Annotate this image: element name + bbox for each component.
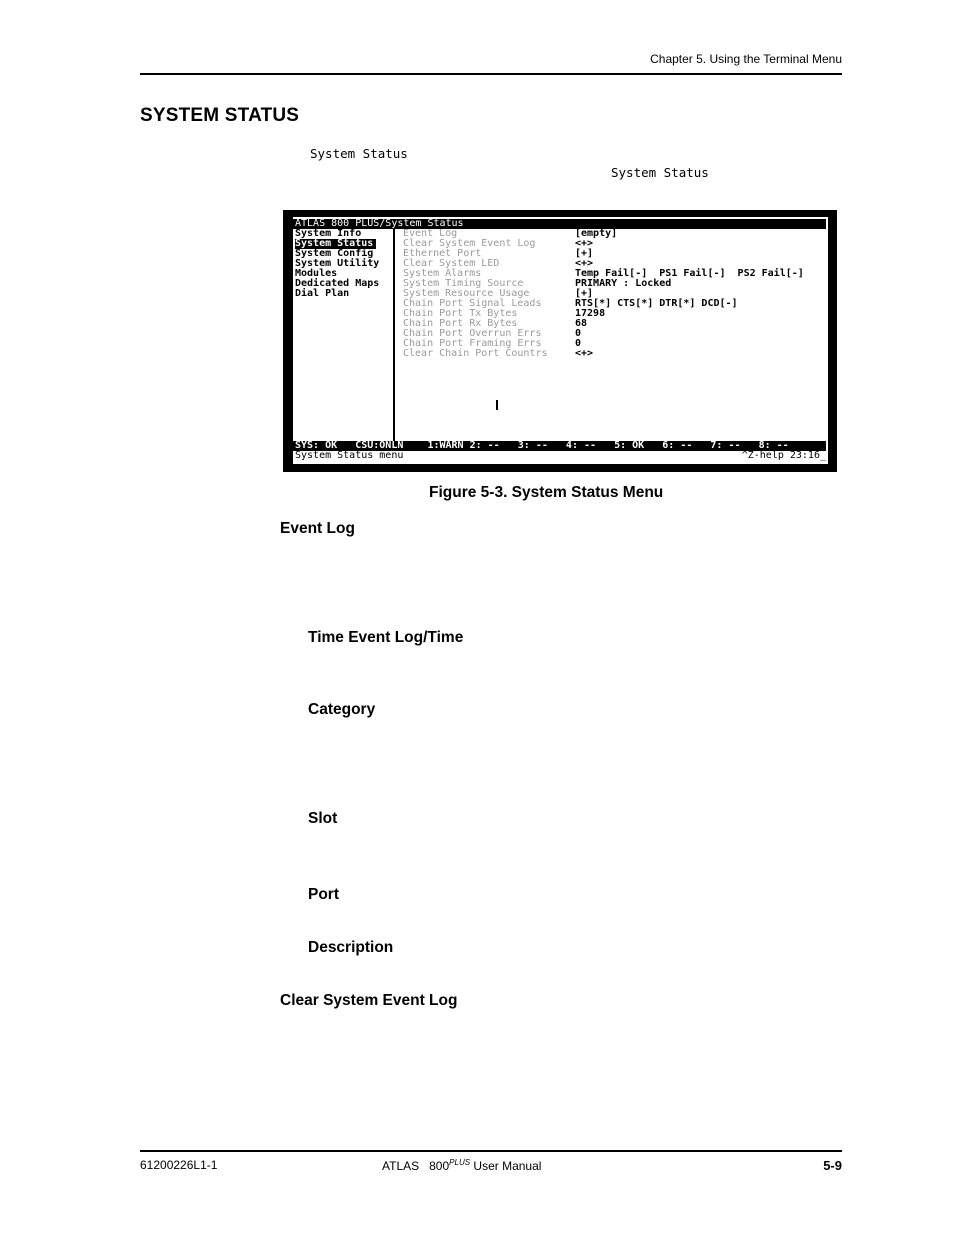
field-value-chain-port-overrun-errs: 0 <box>575 328 582 339</box>
field-label-chain-port-framing-errs[interactable]: Chain Port Framing Errs <box>403 338 542 349</box>
field-label-event-log[interactable]: Event Log <box>403 228 458 239</box>
menu-item-system-utility[interactable]: System Utility <box>295 258 380 269</box>
heading-event-log: Event Log <box>280 520 355 537</box>
field-label-system-alarms[interactable]: System Alarms <box>403 268 482 279</box>
field-value-event-log[interactable]: [empty] <box>575 228 618 239</box>
figure-caption: Figure 5-3. System Status Menu <box>429 484 664 501</box>
heading-description: Description <box>308 939 394 956</box>
heading-slot: Slot <box>308 810 338 827</box>
field-label-chain-port-overrun-errs[interactable]: Chain Port Overrun Errs <box>403 328 542 339</box>
terminal-screen <box>293 217 828 464</box>
footer-page-number: 5-9 <box>823 1158 842 1173</box>
menu-item-system-config[interactable]: System Config <box>295 248 374 259</box>
footer-manual-prefix: ATLAS 800 <box>382 1159 450 1173</box>
field-label-clear-system-event-log[interactable]: Clear System Event Log <box>403 238 536 249</box>
field-label-ethernet-port[interactable]: Ethernet Port <box>403 248 482 259</box>
field-value-clear-system-event-log[interactable]: <+> <box>575 238 594 249</box>
heading-time: Time Event Log/Time <box>308 629 464 646</box>
field-label-chain-port-signal-leads[interactable]: Chain Port Signal Leads <box>403 298 542 309</box>
menu-item-dedicated-maps[interactable]: Dedicated Maps <box>295 278 380 289</box>
field-value-ethernet-port[interactable]: [+] <box>575 248 594 259</box>
heading-category: Category <box>308 701 376 718</box>
running-header: Chapter 5. Using the Terminal Menu <box>650 52 842 66</box>
terminal-titlebar <box>293 219 826 229</box>
field-value-chain-port-framing-errs: 0 <box>575 338 582 349</box>
menu-item-modules[interactable]: Modules <box>295 268 338 279</box>
footer-manual-suffix: User Manual <box>470 1159 542 1173</box>
menu-item-system-status[interactable]: System Status <box>295 239 376 249</box>
terminal-bottom-left: System Status menu <box>295 450 404 461</box>
field-label-clear-chain-port-countrs[interactable]: Clear Chain Port Countrs <box>403 348 548 359</box>
terminal-screenshot <box>283 210 837 472</box>
field-label-clear-system-led[interactable]: Clear System LED <box>403 258 500 269</box>
field-value-clear-chain-port-countrs[interactable]: <+> <box>575 348 594 359</box>
footer-doc-number: 61200226L1-1 <box>140 1158 218 1172</box>
footer-manual-title <box>382 1158 541 1173</box>
footer-rule <box>140 1150 842 1152</box>
field-label-system-timing-source[interactable]: System Timing Source <box>403 278 524 289</box>
header-rule <box>140 73 842 75</box>
field-label-chain-port-tx-bytes[interactable]: Chain Port Tx Bytes <box>403 308 518 319</box>
menu-divider <box>393 229 395 441</box>
menu-reference-1: System Status <box>310 146 408 161</box>
field-label-system-resource-usage[interactable]: System Resource Usage <box>403 288 530 299</box>
terminal-title: ATLAS 800 PLUS/System Status <box>295 218 464 229</box>
field-value-chain-port-rx-bytes: 68 <box>575 318 588 329</box>
status-bar-text: SYS: OK CSU:ONLN 1:WARN 2: -- 3: -- 4: -- 5: OK 6: -- 7: -- 8: -- <box>295 440 789 451</box>
field-value-chain-port-tx-bytes: 17298 <box>575 308 606 319</box>
field-value-system-alarms: Temp Fail[-] PS1 Fail[-] PS2 Fail[-] <box>575 268 804 279</box>
text-cursor <box>496 400 498 410</box>
heading-clear-system-event-log: Clear System Event Log <box>280 992 458 1009</box>
field-value-system-timing-source: PRIMARY : Locked <box>575 278 672 289</box>
menu-reference-2: System Status <box>611 165 709 180</box>
field-value-system-resource-usage[interactable]: [+] <box>575 288 594 299</box>
section-title: SYSTEM STATUS <box>140 105 300 126</box>
menu-item-system-info[interactable]: System Info <box>295 228 362 239</box>
field-value-chain-port-signal-leads: RTS[*] CTS[*] DTR[*] DCD[-] <box>575 298 738 309</box>
footer-manual-sup: PLUS <box>449 1158 471 1167</box>
terminal-bottom-right: ^Z-help 23:16_ <box>741 450 826 461</box>
field-value-clear-system-led[interactable]: <+> <box>575 258 594 269</box>
heading-port: Port <box>308 886 339 903</box>
field-label-chain-port-rx-bytes[interactable]: Chain Port Rx Bytes <box>403 318 518 329</box>
menu-item-dial-plan[interactable]: Dial Plan <box>295 288 350 299</box>
